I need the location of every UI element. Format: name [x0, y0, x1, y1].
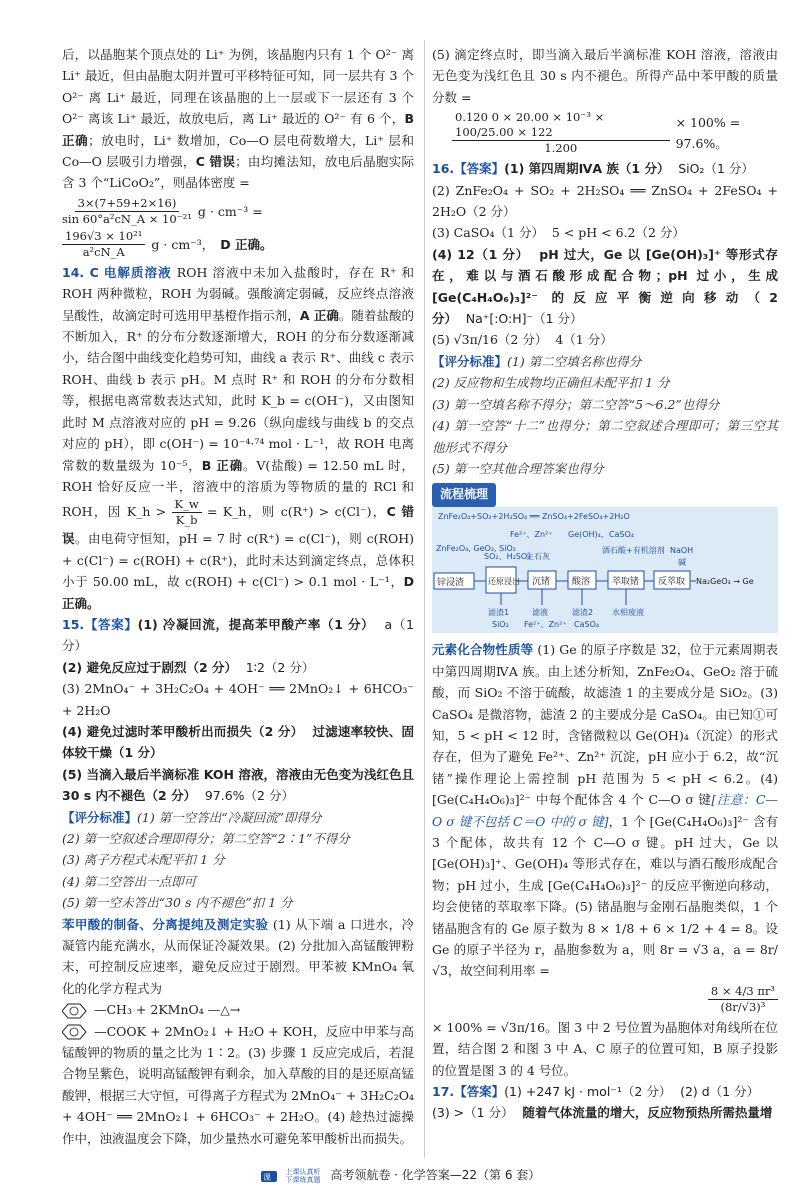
flow-reagent-1: 生石灰 — [526, 551, 550, 561]
flow-reagent-0: SO₂、H₂SO₄ — [484, 551, 531, 561]
q16-explanation-cont: × 100% = √3π/16。图 3 中 2 号位置为晶胞体对角线所在位置，结合图 2 和图 3 中 A、C 原子的位置可知，B 原子投影的位置是图 3 的 4 号位。 — [432, 1019, 778, 1078]
q15-answer: 15.【答案】(1) 冷凝回流，提高苯甲酸产率（1 分） a（1 分） (2) 避免反应过于剧烈（2 分） 1∶2（2 分） (3) 2MnO₄⁻ + 3H₂C₂O₄ + 4OH⁻ ══ 2MnO₂↓ + 6HCO₃⁻ + 2H₂O (4) 避免过滤时苯甲酸析出而损失（2 分） 过滤速率较快、固体较干燥（1 分） (5) 当滴入最后半滴标准 KOH 溶液，溶液由无色变为浅红色且 30 s 内不褪色（2 分） 97.6%（2 分） — [62, 616, 414, 804]
flow-step-2: 沉锗 — [532, 576, 551, 587]
toluene-equation: —CH₃ + 2KMnO₄ —△→ — [62, 999, 414, 1020]
flow-reagent-3: NaOH — [670, 545, 694, 555]
flow-chart-svg — [432, 507, 778, 633]
q13-explanation: 后，以晶胞某个顶点处的 Li⁺ 为例，该晶胞内只有 1 个 O²⁻ 离 Li⁺ 最近，但由晶胞太阴并置可平移特征可知，同一层共有 3 个 O²⁻ 离 Li⁺ 最近，同理在该晶胞的上一层或下一层还有 3 个 O²⁻ 离该 Li⁺ 最近，故放电后，离 Li⁺ 最近的 O²⁻ 有 6 个，B 正确；放电时，Li⁺ 数增加，Co—O 层电荷数增大，Li⁺ 层和 Co—O 层吸引力增强，C 错误；由均摊法知，放电后晶胞实际含 3 个“LiCoO₂”，则晶体密度 = — [62, 47, 414, 191]
flow-step-3: 酸溶 — [572, 576, 591, 587]
q14-explanation: 14. C 电解质溶液 ROH 溶液中未加入盐酸时，存在 R⁺ 和 ROH 两种微粒，ROH 为弱碱。强酸滴定弱碱，反应终点溶液呈酸性，故滴定时可选用甲基橙作指示剂，A 正确。随着盐酸的不断加入，R⁺ 的分布分数逐渐增大，ROH 的分布分数逐渐减小，结合图中曲线变化趋势可知，曲线 a 表示 R⁺、曲线 c 表示 ROH、曲线 b 表示 pH。M 点时 R⁺ 和 ROH 的分布分数相等，根据电离常数表达式知，此时 K_b = c(OH⁻)，又由图知此时 M 点溶液对应的 pH = 9.26（纵向虚线与曲线 b 的交点对应的 pH），即 c(OH⁻) = 10⁻⁴·⁷⁴ mol · L⁻¹，故 ROH 电离常数的数量级为 10⁻⁵，B 正确。V(盐酸) = 12.50 mL 时，ROH 恰好反应一半，溶液中的溶质为等物质的量的 RCl 和 ROH，因 K_h > $\frac{K\_w}{K\_b}$ = K_h，则 c(R⁺) > c(Cl⁻)，C 错误。由电荷守恒知，pH = 7 时 c(R⁺) = c(Cl⁻)，则 c(ROH) + c(Cl⁻) = c(ROH) + c(R⁺)，此时未达到滴定终点，总体积小于 50.00 mL，故 c(ROH) + c(Cl⁻) > 0.1 mol · L⁻¹，D 正确。 — [62, 264, 414, 611]
q15-explanation: 苯甲酸的制备、分离提纯及测定实验 (1) 从下端 a 口进水，冷凝管内能充满水，从而保证冷凝效果。(2) 分批加入高锰酸钾粉末，可控制反应速率，避免反应过于剧烈。甲苯被 KMnO₄ 氧化的化学方程式为 — [62, 916, 414, 996]
right-column — [432, 44, 778, 1124]
q17-answer: 17.【答案】(1) +247 kJ · mol⁻¹（2 分） (2) d（1 分） (3) >（1 分） 随着气体流量的增大，反应物预热所需热量增 — [432, 1084, 773, 1121]
flow-raw-materials: ZnFe₂O₄, GeO₂, SiO₂ — [436, 543, 516, 553]
benzene-ring-icon — [62, 1024, 90, 1040]
q15-titration: (5) 滴定终点时，即当滴入最后半滴标准 KOH 溶液，溶液由无色变为浅红色且 30 s 内不褪色。所得产品中苯甲酸的质量分数 = — [432, 47, 778, 105]
flow-ion-2: 碱 — [678, 557, 686, 567]
flow-reagent-2: 酒石酸+有机溶剂 — [602, 545, 665, 555]
flow-bottom-1: Fe²⁺、Zn²⁺ — [524, 619, 567, 629]
process-flow-diagram — [432, 483, 778, 633]
mass-fraction-formula: $\frac{\text{0.120 0 × 20.00 × 10⁻³ × 100/25.00 × 122}}{1.200}$ × 100% = 97.6%。 — [452, 110, 778, 156]
density-formula: $\frac{3\times(7+59+2\times 16)}{\text{sin 60°a²cN\_A × 10⁻²¹}}$ g · cm⁻³ = — [62, 195, 263, 226]
q16-answer: 16.【答案】(1) 第四周期ⅣA 族（1 分） SiO₂（1 分） (2) ZnFe₂O₄ + SO₂ + 2H₂SO₄ ══ ZnSO₄ + 2FeSO₄ + 2H₂O（2 分） (3) CaSO₄（1 分） 5 < pH < 6.2（2 分） (4) 12（1 分） pH 过大，Ge 以 [Ge(OH)₃]⁺ 等形式存在，难以与酒石酸形成配合物；pH 过小，生成 [Ge(C₄H₄O₆)₃]²⁻ 的反应平衡逆向移动（2 分） Na⁺[:O:H]⁻（1 分） (5) √3π/16（2 分） 4（1 分） — [432, 161, 778, 348]
footer-text: 高考领航卷 · 化学答案—22（第 6 套） — [330, 1168, 541, 1182]
flow-title: 流程梳理 — [432, 483, 496, 506]
q15-explanation-cont: —COOK + 2MnO₂↓ + H₂O + KOH，反应中甲苯与高锰酸钾的物质的量之比为 1∶2。(3) 步骤 1 反应完成后，若混合物呈紫色，说明高锰酸钾有剩余，加入草酸的目的是还原高锰酸钾，根据三大守恒，可得离子方程式为 2MnO₄⁻ + 3H₂C₂O₄ + 4OH⁻ ══ 2MnO₂↓ + 6HCO₃⁻ + 2H₂O。(4) 趁热过滤操作中，浊液温度会下降，加少量热水可避免苯甲酸析出而损失。 — [62, 1023, 414, 1146]
space-utilization-formula: $\frac{\text{8 × 4/3 πr³}}{\text{(8r/√3)³}}$ — [432, 984, 778, 1015]
flow-ion-1: Ge(OH)₄、CaSO₄ — [568, 529, 634, 539]
page-footer: 课 上课认真听 下课练真题 高考领航卷 · 化学答案—22（第 6 套） — [0, 1166, 800, 1184]
column-divider — [424, 40, 425, 1158]
left-column — [62, 44, 414, 1149]
q16-explanation: 元素化合物性质等 (1) Ge 的原子序数是 32，位于元素周期表中第四周期ⅣA 族。由上述分析知，ZnFe₂O₄、GeO₂ 溶于硫酸，而 SiO₂ 不溶于硫酸，故滤渣 1 的主要成分是 SiO₂。(3) CaSO₄ 是微溶物，滤渣 2 的主要成分是 CaSO₄。由已知①可知，5 < pH < 12 时，含锗微粒以 Ge(OH)₄（沉淀）的形式存在，但为了避免 Fe²⁺、Zn²⁺ 沉淀，pH 应小于 6.2，故“沉锗”操作理论上需控制 pH 范围为 5 < pH < 6.2。(4) [Ge(C₄H₄O₆)₃]²⁻ 中每个配体含 4 个 C—O σ 键[注意：C—O σ 键不包括 C＝O 中的 σ 键]，1 个 [Ge(C₄H₄O₆)₃]²⁻ 含有 3 个配体，故共有 12 个 C—O σ 键。pH 过大，Ge 以 [Ge(OH)₃]⁺、Ge(OH)₄ 等形式存在，难以与酒石酸形成配合物；pH 过小，生成 [Ge(C₄H₄O₆)₃]²⁻ 的反应平衡逆向移动，均会使锗的萃取率下降。(5) 锗晶胞与金刚石晶胞类似，1 个锗晶胞含有的 Ge 原子数为 8 × 1/8 + 6 × 1/2 + 4 = 8。设 Ge 的原子半径为 r，晶胞参数为 a，则 8r = √3 a，a = 8r/√3，故空间利用率 = — [432, 642, 778, 979]
q15-scoring: 【评分标准】(1) 第一空答出“冷凝回流”即得分 (2) 第一空叙述合理即得分；第二空答“2∶1”不得分 (3) 离子方程式未配平扣 1 分 (4) 第二空答出一点即可 (5) 第一空未答出“30 s 内不褪色”扣 1 分 — [62, 809, 350, 911]
reaction-arrow-icon: —△→ — [207, 1002, 241, 1018]
density-result: $\frac{\text{196√3 × 10²¹}}{\text{a²cN\_A}}$ g · cm⁻³， D 正确。 — [62, 229, 414, 260]
flow-step-0: 锌浸渣 — [437, 577, 465, 588]
flow-output-2: 滤渣2 — [572, 607, 594, 617]
flow-equation: ZnFe₂O₄+SO₂+2H₂SO₄ ══ ZnSO₄+2FeSO₄+2H₂O — [438, 511, 630, 521]
q16-scoring: 【评分标准】(1) 第二空填名称也得分 (2) 反应物和生成物均正确但未配平扣 1 分 (3) 第一空填名称不得分；第二空答“5～6.2”也得分 (4) 第一空答“十二”也得分；第二空叙述合理即可；第三空其他形式不得分 (5) 第一空其他合理答案也得分 — [432, 353, 778, 476]
flow-step-6: Na₂GeO₃ → Ge — [696, 576, 754, 586]
flow-bottom-0: SiO₂ — [492, 619, 509, 629]
svg-text:课: 课 — [262, 1172, 271, 1182]
flow-bottom-2: CaSO₄ — [574, 619, 600, 629]
flow-output-3: 水相废液 — [612, 607, 644, 617]
flow-ion-0: Fe²⁺、Zn²⁺ — [510, 529, 553, 539]
flow-output-0: 滤渣1 — [488, 607, 510, 617]
flow-output-1: 滤液 — [532, 607, 548, 617]
publisher-logo-icon — [260, 1168, 278, 1184]
benzene-ring-icon — [62, 1003, 90, 1019]
flow-step-4: 萃取锗 — [612, 576, 640, 587]
flow-step-5: 反萃取 — [658, 576, 686, 587]
flow-step-1: 还原浸出 — [488, 576, 520, 586]
